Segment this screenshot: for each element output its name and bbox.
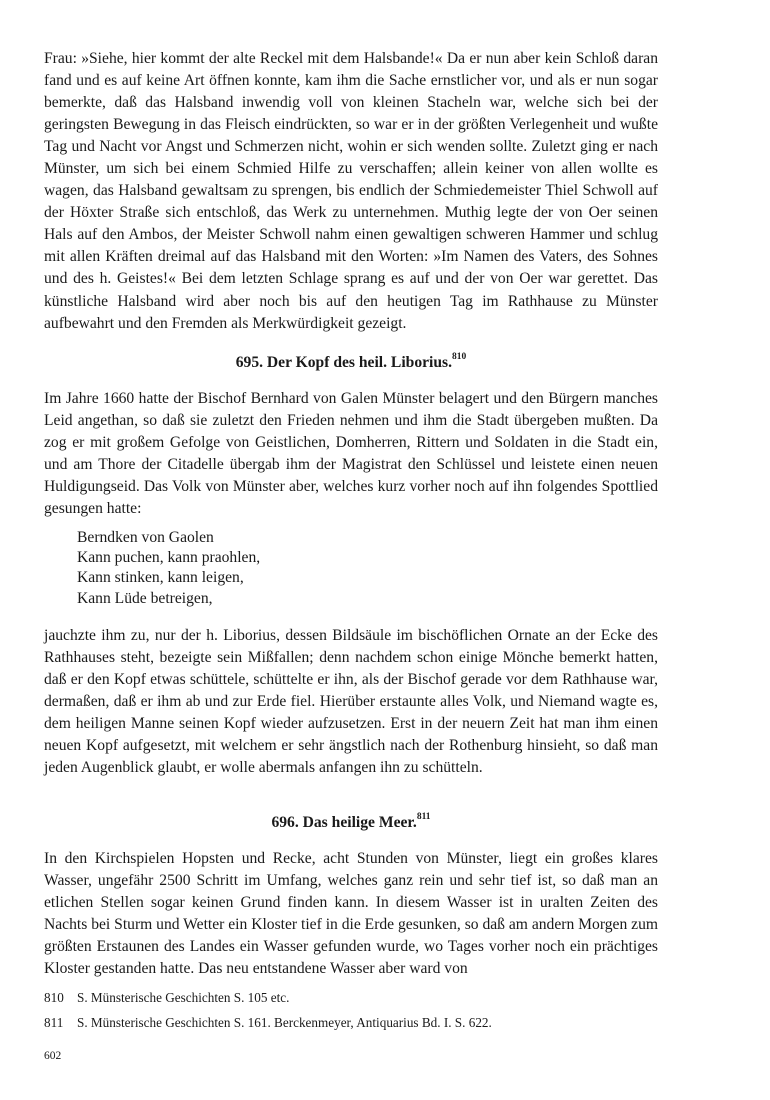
footnote xyxy=(44,989,658,1007)
footnote-ref-811: 811 xyxy=(416,811,431,822)
section-695-paragraph-1: Im Jahre 1660 hatte der Bischof Bernhard von Galen Münster belagert und den Bürgern manches Leid angethan, so daß sie zuletzt den Frieden nehmen und ihm die Stadt übergeben mußten. Da zog er mit großem Gefolge von Geistlichen, Domherren, Rittern und Soldaten in die Stadt ein, und am Thore der Citadelle übergab ihm der Magistrat den Schlüssel und leistete einen neuen Huldigungseid. Das Volk von Münster aber, welches kurz vorher noch auf ihn folgendes Spottlied gesungen hatte: xyxy=(44,390,658,518)
footnote-number: 810 xyxy=(44,990,64,1005)
intro-paragraph: Frau: »Siehe, hier kommt der alte Reckel mit dem Halsbande!« Da er nun aber kein Schloß daran fand und es auf keine Art öffnen konnte, kam ihm die Sache ernstlicher vor, und als er nun sogar bemerkte, daß das Halsband inwendig voll von kleinen Stacheln war, welche sich bei der geringsten Bewegung in das Fleisch eindrückten, so war er in der größten Verlegenheit und wußte Tag und Nacht vor Angst und Schmerzen nicht, wohin er sich wenden sollte. Zuletzt ging er nach Münster, um sich bei einem Schmied Hilfe zu verschaffen; allein keiner von allen wollte es wagen, das Halsband gewaltsam zu sprengen, bis endlich der Schmiedemeister Thiel Schwoll auf der Höxter Straße sich entschloß, das Werk zu unternehmen. Muthig legte der von Oer seinen Hals auf den Ambos, der Meister Schwoll nahm einen gewaltigen schweren Hammer und schlug mit allen Kräften dreimal auf das Halsband mit den Worten: »Im Namen des Vaters, des Sohnes und des h. Geistes!« Bei dem letzten Schlage sprang es auf und der von Oer war gerettet. Das künstliche Halsband wird aber noch bis auf den heutigen Tag im Rathhause zu Münster aufbewahrt und den Fremden als Merkwürdigkeit gezeigt. xyxy=(44,50,658,332)
poem-line: Kann puchen, kann praohlen, xyxy=(77,549,261,567)
section-title-695: 695. Der Kopf des heil. Liborius. xyxy=(235,354,453,371)
poem xyxy=(77,528,577,609)
poem-line: Kann stinken, kann leigen, xyxy=(77,569,244,587)
footnote-number: 811 xyxy=(44,1015,64,1030)
section-title-696: 696. Das heilige Meer. xyxy=(271,814,417,831)
section-heading-695 xyxy=(44,352,658,374)
footnote-text: S. Münsterische Geschichten S. 161. Berckenmeyer, Antiquarius Bd. I. S. 622. xyxy=(77,1015,492,1030)
footnote xyxy=(44,1014,658,1032)
section-696-paragraph-1: In den Kirchspielen Hopsten und Recke, acht Stunden von Münster, liegt ein großes klares Wasser, ungefähr 2500 Schritt im Umfang, welches ganz rein und sehr tief ist, so daß man an etlichen Stellen sogar keinen Grund finden kann. In diesem Wasser ist in uralten Zeiten des Nachts bei Sturm und Wetter ein Kloster tief in die Erde gesunken, so daß am andern Morgen zum größten Erstaunen des Landes ein Wasser gefunden wurde, wo Tages vorher noch ein prächtiges Kloster gestanden hatte. Das neu entstandene Wasser aber ward von xyxy=(44,850,658,978)
poem-line: Kann Lüde betreigen, xyxy=(77,589,213,607)
section-heading-696 xyxy=(44,812,658,834)
poem-line: Berndken von Gaolen xyxy=(77,529,214,546)
page-number: 602 xyxy=(44,1050,62,1062)
section-695-paragraph-2: jauchzte ihm zu, nur der h. Liborius, dessen Bildsäule im bischöflichen Ornate an der Ecke des Rathhauses steht, bezeigte sein Mißfallen; denn nachdem schon einige Mönche bemerkt hatten, daß er den Kopf etwas schüttele, schüttelte er ihn, als der Bischof gerade vor dem Rathhause war, dermaßen, daß er ihm ab und zur Erde fiel. Hierüber erstaunte alles Volk, und Niemand wagte es, dem heiligen Manne seinen Kopf wieder aufzusetzen. Erst in der neuern Zeit hat man ihm einen neuen Kopf aufgesetzt, mit welchem er sehr ängstlich nach der Rothenburg hinsieht, so daß man jeden Augenblick glaubt, er wolle abermals anfangen ihn zu schütteln. xyxy=(44,627,658,777)
footnote-ref-810: 810 xyxy=(452,351,467,362)
footnote-text: S. Münsterische Geschichten S. 105 etc. xyxy=(77,990,290,1005)
